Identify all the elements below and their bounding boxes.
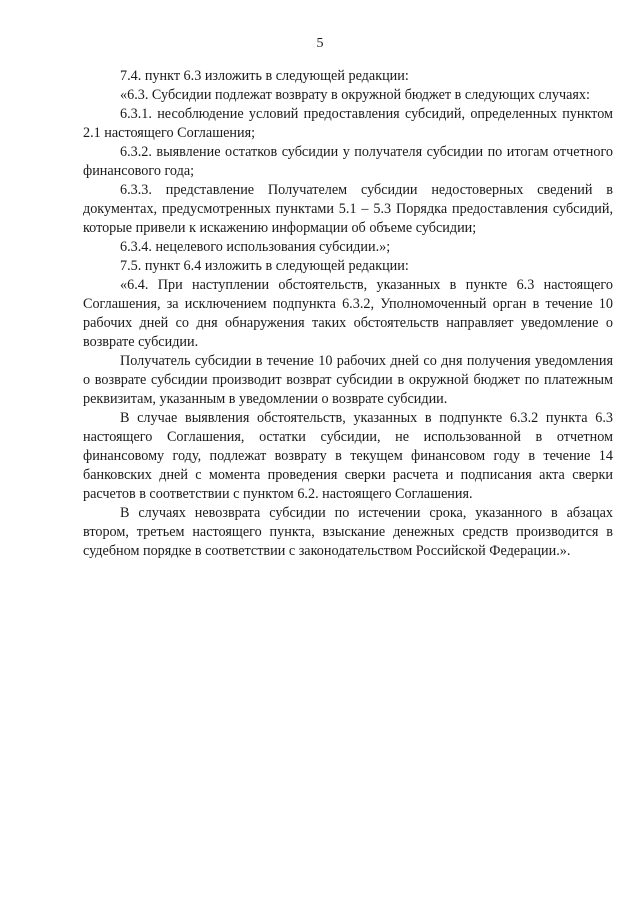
paragraph-item-7-5: 7.5. пункт 6.4 изложить в следующей редакции:: [120, 258, 409, 274]
document-body: [83, 67, 613, 561]
paragraph-subclause-6-3-1: 6.3.1. несоблюдение условий предоставления субсидий, определенных пунктом 2.1 настоящего Соглашения;: [83, 106, 613, 141]
paragraph-subclause-6-3-3: 6.3.3. представление Получателем субсидии недостоверных сведений в документах, предусмотренных пунктами 5.1 – 5.3 Порядка предоставления субсидий, которые привели к искажению информации об объеме субсидии;: [83, 182, 613, 236]
paragraph-remaining-balance: В случае выявления обстоятельств, указанных в подпункте 6.3.2 пункта 6.3 настоящего Соглашения, остатки субсидии, не использованной в отчетном финансовому году, подлежат возврату в текущем финансовом году в течение 14 банковских дней с момента проведения сверки расчета и подписания акта сверки расчетов в соответствии с пунктом 6.2. настоящего Соглашения.: [83, 410, 613, 502]
paragraph-recipient-return: Получатель субсидии в течение 10 рабочих дней со дня получения уведомления о возврате субсидии производит возврат субсидии в окружной бюджет по платежным реквизитам, указанным в уведомлении о возврате субсидии.: [83, 353, 613, 407]
paragraph-item-7-4: 7.4. пункт 6.3 изложить в следующей редакции:: [120, 68, 409, 84]
paragraph-clause-6-4: «6.4. При наступлении обстоятельств, указанных в пункте 6.3 настоящего Соглашения, за исключением подпункта 6.3.2, Уполномоченный орган в течение 10 рабочих дней со дня обнаружения таких обстоятельств направляет уведомление о возврате субсидии.: [83, 277, 613, 350]
paragraph-subclause-6-3-2: 6.3.2. выявление остатков субсидии у получателя субсидии по итогам отчетного финансового года;: [83, 144, 613, 179]
paragraph-subclause-6-3-4: 6.3.4. нецелевого использования субсидии.»;: [120, 239, 391, 255]
paragraph-non-return: В случаях невозврата субсидии по истечении срока, указанного в абзацах втором, третьем настоящего пункта, взыскание денежных средств производится в судебном порядке в соответствии с законодательством Российской Федерации.».: [83, 505, 613, 559]
paragraph-clause-6-3: «6.3. Субсидии подлежат возврату в окружной бюджет в следующих случаях:: [120, 87, 590, 103]
page-number: 5: [316, 36, 324, 51]
